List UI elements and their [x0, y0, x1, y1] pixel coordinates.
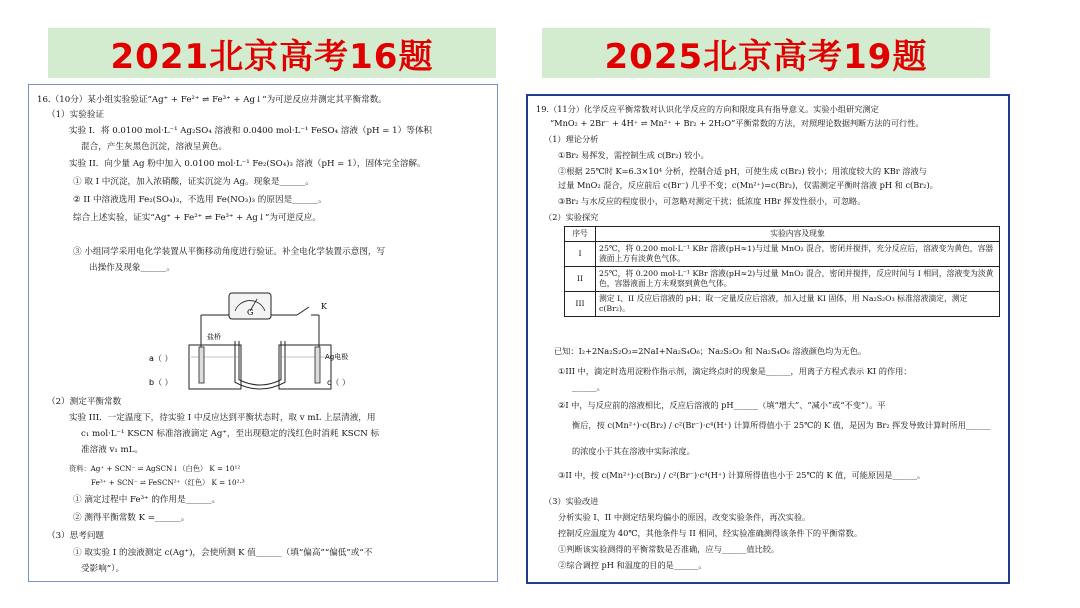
table-cell: III — [565, 292, 596, 317]
text-line: 实验 III．一定温度下，待实验 I 中反应达到平衡状态时，取 v mL 上层清液，用 — [69, 413, 376, 423]
text-line: 的浓度小于其在溶液中实际浓度。 — [572, 446, 695, 456]
galvanometer-label: G — [247, 308, 254, 317]
table-cell: 25℃，将 0.200 mol·L⁻¹ KBr 溶液(pH≈2)与过量 MnO₂ 混合，密闭并搅拌，反应时间与 I 相同，溶液变为淡黄色，容器液面上方未观察到黄色气体。 — [596, 267, 1000, 292]
section-heading: （3）思考问题 — [47, 531, 105, 541]
text-line: “MnO₂ + 2Br⁻ + 4H⁺ ⇌ Mn²⁺ + Br₂ + 2H₂O”平衡常数的方法，对照理论数据判断方法的可行性。 — [550, 118, 924, 128]
text-line: ① 取 I 中沉淀，加入浓硝酸，证实沉淀为 Ag。现象是______。 — [73, 177, 314, 187]
text-line: c₁ mol·L⁻¹ KSCN 标准溶液滴定 Ag⁺，至出现稳定的浅红色时消耗 KSCN 标 — [81, 429, 380, 439]
table-cell: II — [565, 267, 596, 292]
text-line: ① 滴定过程中 Fe³⁺ 的作用是______。 — [73, 495, 221, 505]
electrode-a-label: a（ ） — [149, 354, 173, 363]
text-line: 已知：I₂+2Na₂S₂O₃=2NaI+Na₂S₄O₆；Na₂S₂O₃ 和 Na₂S₄O₆ 溶液颜色均为无色。 — [554, 346, 867, 356]
question-stem: 16.（10分）某小组实验验证“Ag⁺ + Fe²⁺ ⇌ Fe³⁺ + Ag↓”为可逆反应并测定其平衡常数。 — [37, 95, 387, 105]
text-line: ②根据 25℃时 K=6.3×10⁴ 分析，控制合适 pH，可使生成 c(Br₂) 较小；用浓度较大的 KBr 溶液与 — [558, 166, 927, 176]
reference-note: Fe³⁺ + SCN⁻ ⇌ FeSCN²⁺（红色） K = 10²·³ — [91, 478, 245, 487]
exam-question-2025 — [526, 94, 1010, 584]
text-line: 衡后，按 c(Mn²⁺)·c(Br₂) / c²(Br⁻)·c⁴(H⁺) 计算所得值小于 25℃的 K 值，是因为 Br₂ 挥发导致计算时所用______ — [572, 420, 991, 430]
text-line: ②综合调控 pH 和温度的目的是______。 — [558, 560, 707, 570]
table-cell: 25℃，将 0.200 mol·L⁻¹ KBr 溶液(pH≈1)与过量 MnO₂ 混合，密闭并搅拌，充分反应后，溶液变为黄色，容器液面上方有淡黄色气体。 — [596, 242, 1000, 267]
switch-label: K — [321, 302, 327, 311]
text-line: ③II 中，按 c(Mn²⁺)·c(Br₂) / c²(Br⁻)·c⁴(H⁺) 计算所得值也小于 25℃的 K 值，可能原因是______。 — [558, 470, 926, 480]
table-row — [565, 242, 1000, 267]
ag-electrode-label: Ag电极 — [325, 353, 349, 361]
right-title-banner: 2025北京高考19题 — [542, 28, 990, 78]
table-cell: 测定 I、II 反应后溶液的 pH；取一定量反应后溶液，加入过量 KI 固体，用 Na₂S₂O₃ 标准溶液滴定，测定 c(Br₂)。 — [596, 292, 1000, 317]
table-header-row — [565, 227, 1000, 242]
table-row — [565, 267, 1000, 292]
text-line: 混合，产生灰黑色沉淀，溶液呈黄色。 — [81, 142, 228, 152]
section-heading: （3）实验改进 — [544, 496, 599, 506]
text-line: 控制反应温度为 40℃，其他条件与 II 相同，经实验准确测得该条件下的平衡常数。 — [558, 528, 863, 538]
text-line: 准溶液 v₁ mL。 — [81, 445, 143, 455]
section-heading: （1）理论分析 — [544, 134, 599, 144]
section-heading: （2）实验探究 — [544, 212, 599, 222]
text-line: ② II 中溶液选用 Fe₂(SO₄)₃，不选用 Fe(NO₃)₃ 的原因是______。 — [73, 195, 327, 205]
electrode-b-label: b（ ） — [149, 378, 173, 387]
question-stem: 19.（11分）化学反应平衡常数对认识化学反应的方向和限度具有指导意义。实验小组研究测定 — [536, 104, 879, 114]
text-line: ①判断该实验测得的平衡常数是否准确，应与______值比较。 — [558, 544, 780, 554]
text-line: ② 测得平衡常数 K =______。 — [73, 513, 190, 523]
text-line: ②I 中，与反应前的溶液相比，反应后溶液的 pH______（填“增大”、“减小”或“不变”）。平 — [558, 400, 886, 410]
section-heading: （1）实验验证 — [47, 110, 105, 120]
section-heading: （2）测定平衡常数 — [47, 397, 122, 407]
text-line: ①III 中，滴定时选用淀粉作指示剂，滴定终点时的现象是______，用离子方程式表示 KI 的作用： — [558, 366, 912, 376]
text-line: 过量 MnO₂ 混合，反应前后 c(Br⁻) 几乎不变；c(Mn²⁺)=c(Br₂)，仅需测定平衡时溶液 pH 和 c(Br₂)。 — [558, 180, 938, 190]
experiment-table — [564, 226, 1000, 317]
table-cell: I — [565, 242, 596, 267]
exam-question-2021 — [28, 84, 498, 582]
electrochemical-apparatus-diagram — [149, 285, 369, 395]
text-line: 受影响”）。 — [81, 564, 125, 574]
salt-bridge-label: 盐桥 — [207, 333, 221, 341]
text-line: ③Br₂ 与水反应的程度很小，可忽略对测定干扰；低浓度 HBr 挥发性很小，可忽略。 — [558, 196, 866, 206]
text-line: 分析实验 I、II 中测定结果均偏小的原因，改变实验条件，再次实验。 — [558, 512, 811, 522]
text-line: ① 取实验 I 的浊液测定 c(Ag⁺)，会使所测 K 值______（填“偏高”“偏低”或“不 — [73, 548, 373, 558]
text-line: 综合上述实验，证实“Ag⁺ + Fe²⁺ ⇌ Fe³⁺ + Ag↓”为可逆反应。 — [73, 213, 321, 223]
text-line: ______。 — [572, 382, 605, 392]
text-line: 出操作及现象______。 — [89, 263, 175, 273]
text-line: 实验 I．将 0.0100 mol·L⁻¹ Ag₂SO₄ 溶液和 0.0400 mol·L⁻¹ FeSO₄ 溶液（pH = 1）等体积 — [69, 126, 433, 136]
table-row — [565, 292, 1000, 317]
reference-note: 资料：Ag⁺ + SCN⁻ ⇌ AgSCN↓（白色） K = 10¹² — [69, 464, 241, 473]
electrode-c-label: c（ ） — [327, 378, 350, 387]
text-line: ①Br₂ 易挥发，需控制生成 c(Br₂) 较小。 — [558, 150, 709, 160]
table-header-cell: 实验内容及现象 — [596, 227, 1000, 242]
left-title-banner: 2021北京高考16题 — [48, 28, 496, 78]
table-header-cell: 序号 — [565, 227, 596, 242]
text-line: 实验 II．向少量 Ag 粉中加入 0.0100 mol·L⁻¹ Fe₂(SO₄)₃ 溶液（pH = 1），固体完全溶解。 — [69, 159, 426, 169]
text-line: ③ 小组同学采用电化学装置从平衡移动角度进行验证。补全电化学装置示意图，写 — [73, 247, 386, 257]
